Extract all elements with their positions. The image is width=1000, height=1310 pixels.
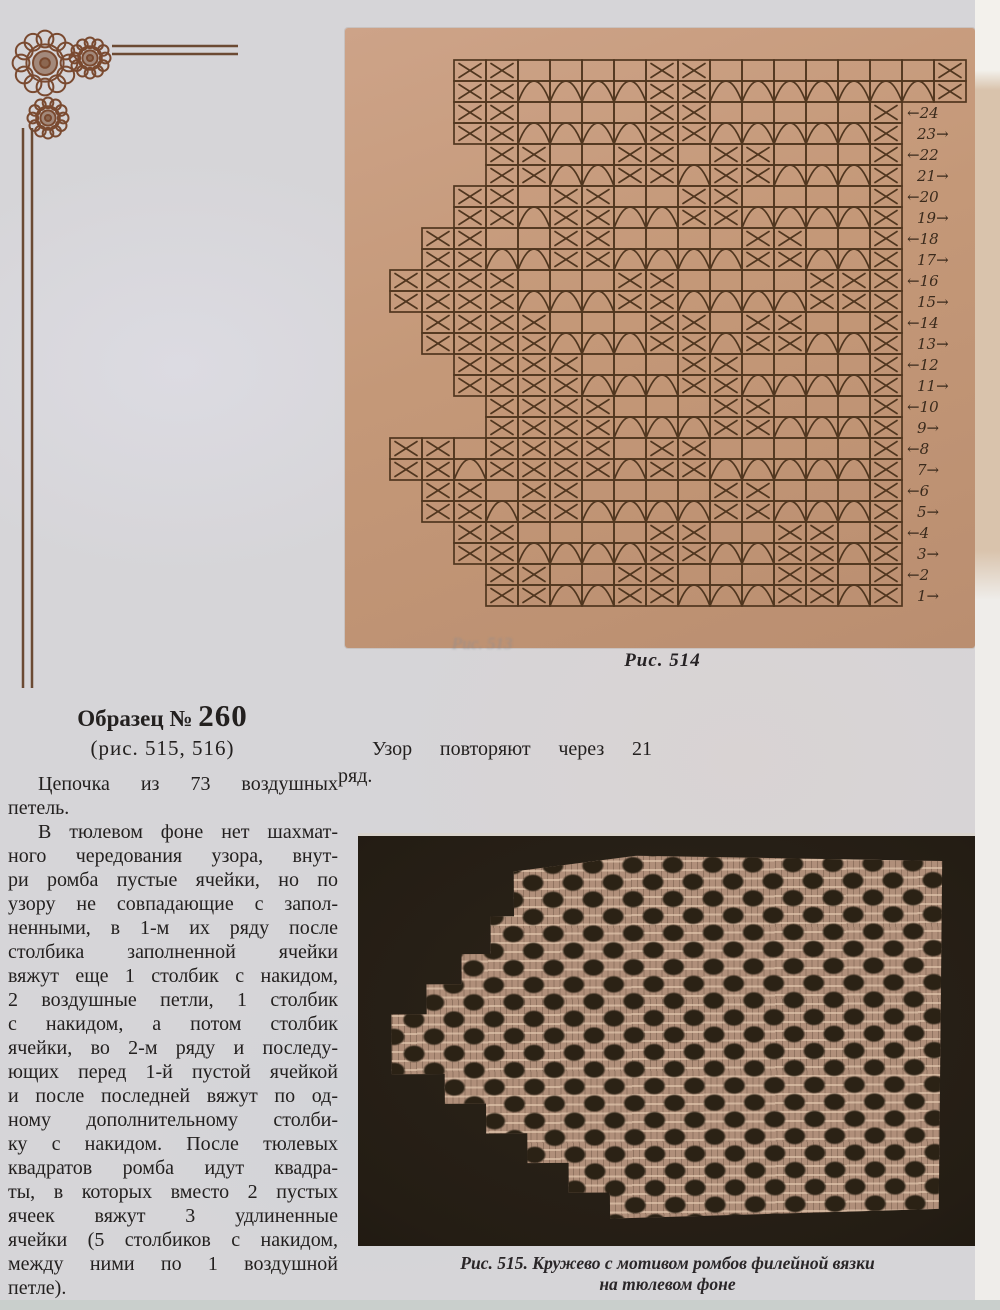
text-line: В тюлевом фоне нет шахмат- [38,821,338,843]
svg-text:←6: ←6 [907,482,930,500]
svg-text:17→: 17→ [917,251,949,269]
text-line: между ними по 1 воздушной [8,1253,338,1275]
svg-text:19→: 19→ [917,209,949,227]
text-line: Узор повторяют через 21 [372,738,652,760]
paragraph-tulle [8,820,338,1300]
text-line: ячейки, во 2-м ряду и последу- [8,1037,338,1059]
figure-515-caption-line1: Рис. 515. Кружево с мотивом ромбов филейной вязки [460,1253,875,1273]
svg-text:←2: ←2 [907,566,930,584]
page-edge-strip [975,0,1000,1310]
text-line: ты, в которых вместо 2 пустых [8,1181,338,1203]
text-line: ячейки (5 столбиков с накидом, [8,1229,338,1251]
crochet-chart-panel [345,28,975,648]
svg-text:←16: ←16 [907,272,939,290]
svg-text:1→: 1→ [917,587,940,605]
rosette-medallions [13,31,111,139]
svg-text:←4: ←4 [907,524,930,542]
sample-subtitle: (рис. 515, 516) [90,735,235,760]
svg-text:9→: 9→ [917,419,940,437]
svg-text:15→: 15→ [917,293,949,311]
text-line: ненными, в 1-м их ряду после [8,917,338,939]
svg-text:←20: ←20 [907,188,939,206]
text-line: квадратов ромба идут квадра- [8,1157,338,1179]
crochet-chart-diagram [345,28,975,648]
svg-text:11→: 11→ [917,377,949,395]
figure-515-caption [360,1253,975,1295]
ghost-caption-fig513: Рис. 513 [452,634,513,653]
text-line: петель. [8,797,70,819]
text-line: ячеек вяжут 3 удлиненные [8,1205,338,1227]
body-text-column [8,772,338,1300]
text-line: ряд. [338,765,373,787]
sample-title [55,700,270,733]
chart-row-numbers [907,104,949,605]
bottom-scan-strip [0,1300,1000,1310]
text-line: узору не совпадающие с запол- [8,893,338,915]
sample-title-prefix: Образец № [77,706,193,731]
crocheted-lace [373,846,963,1224]
chart-grid [390,60,966,606]
text-line: ющих перед 1-й пустой ячейкой [8,1061,338,1083]
text-line: с накидом, а потом столбик [8,1013,338,1035]
svg-text:←18: ←18 [907,230,939,248]
text-line: столбика заполненной ячейки [8,941,338,963]
lace-photo [358,833,975,1246]
svg-text:←10: ←10 [907,398,939,416]
text-line: ного чередования узора, внут- [8,845,338,867]
text-line: Цепочка из 73 воздушных [38,773,338,795]
svg-text:←8: ←8 [907,440,930,458]
text-line: и после последней вяжут по од- [8,1085,338,1107]
text-line: ри ромба пустые ячейки, но по [8,869,338,891]
text-line: ку с накидом. После тюлевых [8,1133,338,1155]
double-rule-lines [23,46,238,688]
svg-text:21→: 21→ [917,167,949,185]
text-line: вяжут еще 1 столбик с накидом, [8,965,338,987]
sample-heading [55,700,270,759]
pattern-repeat-note [338,736,652,790]
svg-text:3→: 3→ [917,545,940,563]
svg-text:←24: ←24 [907,104,939,122]
sample-number: 260 [198,698,248,733]
svg-text:←22: ←22 [907,146,939,164]
svg-text:13→: 13→ [917,335,949,353]
svg-text:5→: 5→ [917,503,940,521]
figure-514-caption: Рис. 514 [624,650,701,671]
svg-text:←14: ←14 [907,314,939,332]
svg-text:7→: 7→ [917,461,940,479]
corner-ornament [10,20,340,700]
figure-515-caption-line2: на тюлевом фоне [599,1274,736,1294]
text-line: 2 воздушные петли, 1 столбик [8,989,338,1011]
text-line: петле). [8,1277,67,1299]
svg-text:23→: 23→ [917,125,949,143]
text-line: ному дополнительному столби- [8,1109,338,1131]
paragraph-chain [8,772,338,820]
svg-text:←12: ←12 [907,356,939,374]
